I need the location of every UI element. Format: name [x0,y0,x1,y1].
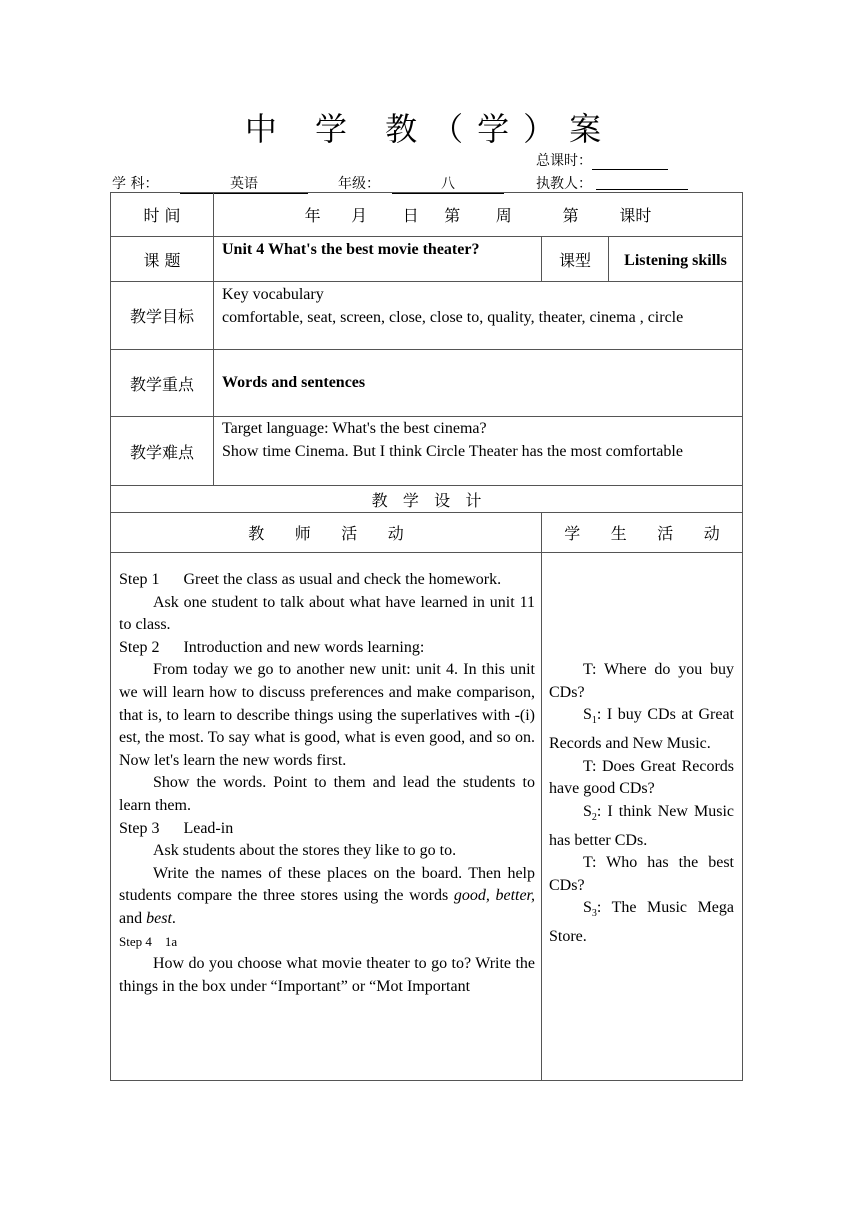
student-line-5: T: Who has the best CDs? [549,854,734,894]
student-line-2: $S_1$: I buy CDs at Great Records and New Music. [549,706,734,752]
goal-row [111,282,743,350]
step1-title: Step 1 Greet the class as usual and check the homework. [119,571,502,588]
time-label: 时 间 [111,193,214,237]
teacher-activity-cell [111,553,542,1081]
goal-line-2: comfortable, seat, screen, close, close to, quality, theater, cinema , circle [222,308,684,326]
difficulty-row [111,417,743,486]
activity-header-row [111,513,743,553]
difficulty-line-2: Show time Cinema. But I think Circle Theater has the most comfortable [222,442,683,460]
page-title: 中 学 教（学）案 [244,110,616,148]
time-row [111,193,743,237]
difficulty-cell [214,417,743,486]
topic-value: Unit 4 What's the best movie theater? [214,237,542,282]
grade-label: 年级： [338,176,380,192]
step3-text-1: Ask students about the stores they like to go to. [153,842,457,860]
topic-row [111,237,743,282]
goal-line-1: Key vocabulary [222,286,324,303]
goal-cell [214,282,743,350]
type-label: 课型 [542,237,609,282]
difficulty-label: 教学难点 [111,417,214,486]
step4-text: How do you choose what movie theater to go to? Write the things in the box under “Important” or “Mot Important [119,955,535,995]
step2-title: Step 2 Introduction and new words learning: [119,638,425,656]
step4-title: Step 4 1a [119,933,178,949]
step1-text: Ask one student to talk about what have learned in unit 11 to class. [119,593,535,634]
focus-label: 教学重点 [111,350,214,417]
teacher-field [596,173,688,190]
subject-value: 英语 [180,173,308,194]
design-label: 教 学 设 计 [111,486,743,513]
teacher-activity-label: 教 师 活 动 [111,513,542,553]
type-value: Listening skills [609,237,743,282]
student-activity-cell [542,553,743,1081]
activity-content-row [111,553,743,1081]
total-lessons-label: 总课时： [536,153,592,169]
step2-text-2: Show the words. Point to them and lead the students to learn them. [119,774,535,814]
student-activity-label: 学 生 活 动 [542,513,743,553]
focus-row [111,350,743,417]
topic-label: 课 题 [111,237,214,282]
design-row [111,486,743,513]
student-line-4: $S_2$: I think New Music has better CDs. [549,802,734,849]
total-lessons-field [592,155,668,170]
grade-value: 八 [392,173,504,194]
step2-text-1: From today we go to another new unit: unit 4. In this unit we will learn how to discuss preferences and make comparison, that is, to learn to describe things using the superlatives with -(i) est, the most. To say what is good, what is even good, and so on. Now let's learn the new words first. [119,661,535,769]
lesson-plan-table [110,192,743,1081]
difficulty-line-1: Target language: What's the best cinema? [222,420,487,437]
teacher-label: 执教人： [536,176,592,192]
total-lessons [536,150,668,170]
time-value: 年 月 日 第 周 第 课时 [214,193,743,237]
student-line-3: T: Does Great Records have good CDs? [549,757,734,798]
student-line-6: $S_3$: The Music Mega Store. [549,899,734,946]
step3-text-2: Write the names of these places on the board. Then help students compare the three stores using the words good, better, and best. [119,864,536,927]
step3-title: Step 3 Lead-in [119,819,234,837]
student-line-1: T: Where do you buy CDs? [549,661,734,701]
focus-value: Words and sentences [214,350,743,417]
subject-label: 学 科： [112,176,159,192]
goal-label: 教学目标 [111,282,214,350]
